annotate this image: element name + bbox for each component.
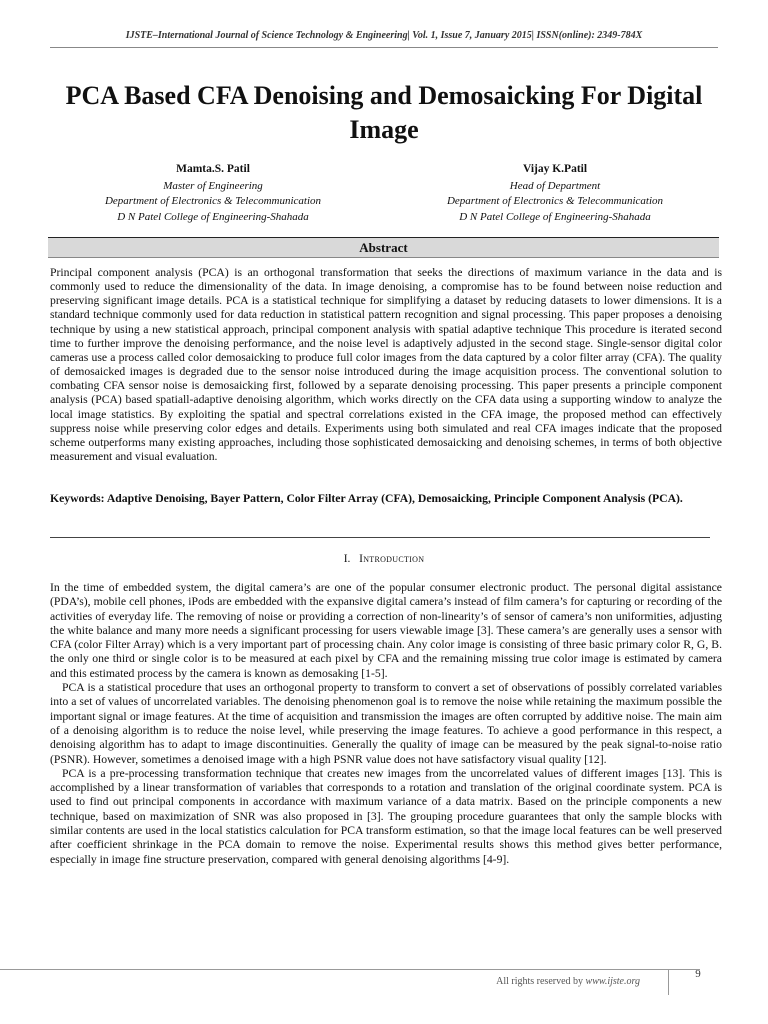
abstract-heading: Abstract	[48, 237, 719, 258]
website-link[interactable]: www.ijste.org	[585, 976, 640, 987]
author-name: Mamta.S. Patil	[176, 163, 250, 175]
abstract-text: Principal component analysis (PCA) is an orthogonal transformation that seeks the directions of maximum variance in the data and is commonly used to reduce the dimensionality of the data. In image denoising, a compromise has to be found between noise reduction and preserving significant image details. PCA is a statistical technique for simplifying a dataset by reducing datasets to lower dimensions. It is a standard technique commonly used for data reduction in statistical pattern recognition and signal processing. This paper proposes a denoising technique by using a new statistical approach, principal component analysis with spatial adaptive technique This procedure is iterated second time to further improve the denoising performance, and the noise level is adaptively adjusted in the second stage. Single-sensor digital color cameras use a process called color demosaicking to produce full color images from the data captured by a color filter array (CFA). The quality of demosaicked images is degraded due to the sensor noise introduced during the image acquisition process. The conventional solution to combating CFA sensor noise is demosaicking first, followed by a separate denoising processing. This paper presents a principle component analysis (PCA) based spatiall-adaptive denoising algorithm, which works directly on the CFA data using a supporting window to analyze the local image statistics. By exploiting the spatial and spectral correlations existed in the CFA image, the proposed method can effectively suppress noise while preserving color edges and details. Experiments using both simulated and real CFA images indicate that the proposed scheme outperforms many existing approaches, including those sophisticated demosaicking and denoising schemes, in terms of both objective measurement and visual evaluation.	[50, 266, 722, 464]
rights-text: All rights reserved by	[496, 976, 584, 987]
page-number: 9	[695, 968, 701, 980]
running-head: IJSTE–International Journal of Science Technology & Engineering| Vol. 1, Issue 7, January 2015| ISSN(online): 2349-784X	[125, 30, 643, 41]
section-number: I.	[343, 553, 351, 565]
paragraph: PCA is a pre-processing transformation technique that creates new images from the uncorrelated values of different images [13]. This is accomplished by a linear transformation of variables that corresponds to a rotation and translation of the original coordinate system. PCA is used to find out principal components in accordance with maximum variance of a data matrix. Based on the principle components a new technique, based on maximization of SNR was also proposed in [3]. The grouping procedure guarantees that only the sample blocks with similar contents are used in the local statistics calculation for PCA transform estimation, so that the image local features can be well preserved after coefficient shrinkage in the PCA domain to remove the noise. Experimental results shows this method gives better performance, especially in image fine structure preservation, compared with general denoising algorithms [4-9].	[50, 766, 722, 866]
keywords-label: Keywords:	[50, 492, 105, 505]
keywords-list: Adaptive Denoising, Bayer Pattern, Color Filter Array (CFA), Demosaicking, Principle Component Analysis (PCA).	[106, 492, 683, 505]
paragraph: In the time of embedded system, the digital camera’s are one of the popular consumer electronic product. The personal digital assistance (PDA’s), mobile cell phones, iPods are embedded with the expansive digital camera’s instead of film camera’s for capturing or recording of the activities of everyday life. The removing of noise or providing a correction of non-linearity’s of sensor of camera’s non uniformities, adjusting the white balance and many more needs a significant processing for users viewable image [3]. These camera’s are generally uses a sensor with CFA (color Filter Array) which is a very important part of processing chain. Any color image is consisting of three basic primary color R, G, B. the only one third or single color is to be measured at each pixel by CFA and the remaining missing true color image is estimated by camera and this estimated process by the camera is known as demosaking [1-5].	[50, 581, 722, 680]
paragraph: PCA is a statistical procedure that uses an orthogonal property to transform to convert a set of observations of possibly correlated variables into a set of values of uncorrelated variables. The denoising phenomenon goal is to remove the noise while retaining the maximum possible the important signal or image features. At the time of acquisition and transmission the images are often corrupted by additive noise. The main aim of a denoising algorithm is to reduce the noise level, while preserving the image features. To achieve a good performance in this respect, a denoising algorithm has to adapt to image discontinuities. Generally the quality of image can be measured by the peak signal-to-noise ratio (PSNR). However, sometimes a denoised image with a high PSNR value does not have satisfactory visual quality [12].	[50, 681, 722, 766]
author-department: Department of Electronics & Telecommunication	[104, 195, 322, 207]
paper-title: PCA Based CFA Denoising and Demosaicking For Digital Image	[65, 81, 703, 144]
author-role: Head of Department	[509, 179, 601, 192]
footer-rights	[440, 976, 640, 987]
author-block-1	[48, 162, 378, 225]
body-text	[50, 581, 722, 867]
author-role: Master of Engineering	[163, 179, 263, 192]
author-name: Vijay K.Patil	[522, 163, 588, 175]
header-divider	[50, 47, 718, 48]
footer-divider	[0, 969, 700, 970]
author-college: D N Patel College of Engineering-Shahada	[117, 210, 309, 223]
section-heading	[0, 553, 768, 565]
author-department: Department of Electronics & Telecommunication	[446, 195, 664, 207]
keywords	[50, 492, 722, 506]
section-divider	[50, 537, 710, 538]
author-college: D N Patel College of Engineering-Shahada	[459, 210, 651, 223]
author-block-2	[390, 162, 720, 225]
section-title: Introduction	[359, 553, 425, 565]
